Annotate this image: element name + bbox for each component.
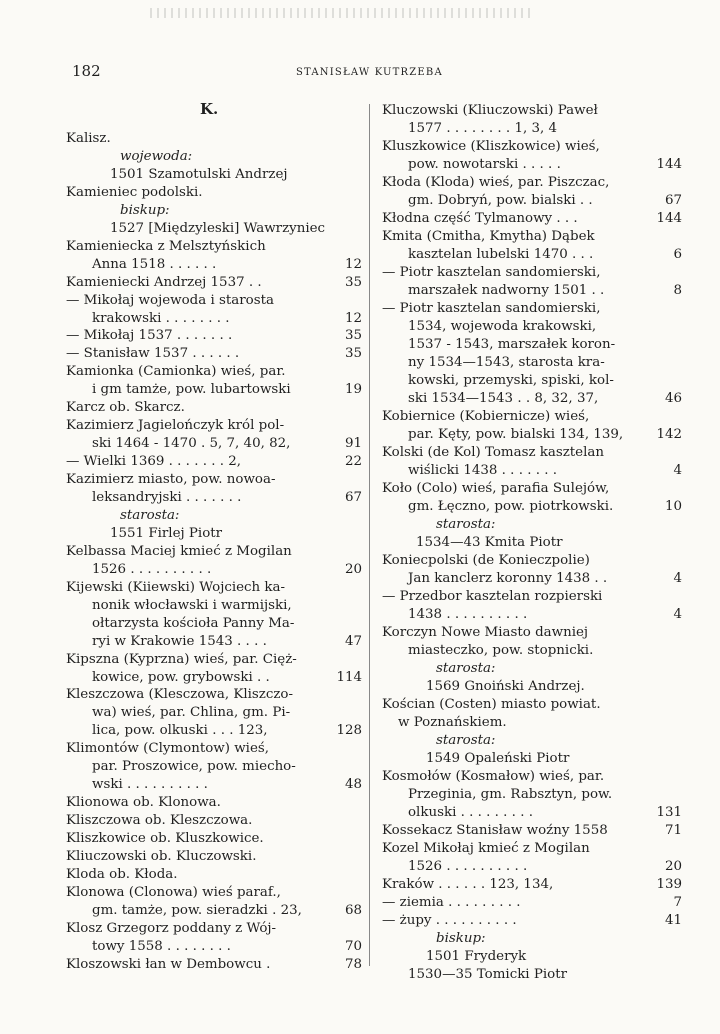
entry-text: Kluczowski (Kliuczowski) Paweł [382, 103, 598, 118]
entry-text: 1537 - 1543, marszałek koron- [408, 337, 616, 352]
entry-text: Kłodna część Tylmanowy . . . [382, 211, 578, 226]
entry-text: Kliuczowski ob. Kluczowski. [66, 849, 257, 864]
entry-page-number: 67 [344, 490, 362, 505]
entry-text: ski 1464 - 1470 . 5, 7, 40, 82, [92, 436, 291, 452]
entry-text: — Piotr kasztelan sandomierski, [382, 265, 601, 280]
entry-text: Kelbassa Maciej kmieć z Mogilan [66, 543, 292, 559]
entry-text: Kalisz. [66, 131, 111, 146]
entry-text: — Mikołaj 1537 . . . . . . . [66, 328, 233, 344]
entry-text: Kosmołów (Kosmałow) wieś, par. [382, 769, 605, 784]
entry-page-number: 4 [673, 463, 682, 478]
entry-text: 1501 Fryderyk [426, 949, 527, 964]
entry-text: kowski, przemyski, spiski, kol- [408, 373, 614, 388]
entry-text: ołtarzysta kościoła Panny Ma- [92, 615, 295, 631]
entry-text: Klosz Grzegorz poddany z Wój- [66, 920, 277, 936]
entry-text: 1526 . . . . . . . . . . [92, 561, 212, 577]
entry-page-number: 10 [664, 499, 682, 514]
entry-text: Kliszkowice ob. Kluszkowice. [66, 831, 264, 847]
entry-page-number: 70 [344, 938, 362, 954]
entry-page-number: 19 [344, 382, 362, 398]
entry-text: Klionowa ob. Klonowa. [66, 795, 221, 811]
entry-text: gm. tamże, pow. sieradzki . 23, [92, 902, 302, 918]
entry-text: krakowski . . . . . . . . [92, 310, 230, 326]
entry-text: Kliszczowa ob. Kleszczowa. [66, 813, 253, 829]
entry-text: starosta: [436, 661, 496, 676]
entry-text: Kobiernice (Kobiernicze) wieś, [382, 409, 590, 424]
entry-text: towy 1558 . . . . . . . . [92, 938, 231, 954]
entry-text: Koniecpolski (de Konieczpolie) [382, 553, 590, 568]
section-letter: K. [200, 100, 219, 118]
entry-text: nonik włocławski i warmijski, [92, 597, 292, 613]
entry-page-number: 68 [344, 902, 362, 918]
entry-text: pow. nowotarski . . . . . [408, 157, 561, 172]
entry-page-number: 35 [344, 274, 362, 290]
entry-text: 1534—43 Kmita Piotr [416, 535, 563, 550]
entry-text: — Wielki 1369 . . . . . . . 2, [66, 454, 242, 470]
entry-page-number: 6 [673, 247, 682, 262]
entry-text: 1549 Opaleński Piotr [426, 751, 570, 766]
entry-text: Klimontów (Clymontow) wieś, [66, 741, 269, 757]
entry-text: wa) wieś, par. Chlina, gm. Pi- [92, 705, 291, 721]
entry-page-number: 12 [344, 256, 362, 272]
entry-page-number: 142 [656, 427, 682, 442]
entry-page-number: 8 [673, 283, 682, 298]
entry-text: Korczyn Nowe Miasto dawniej [382, 625, 589, 640]
entry-text: — Mikołaj wojewoda i starosta [66, 292, 274, 308]
entry-text: Kozel Mikołaj kmieć z Mogilan [382, 841, 590, 856]
entry-page-number: 41 [664, 913, 682, 928]
entry-text: — żupy . . . . . . . . . . [382, 913, 517, 928]
entry-page-number: 20 [344, 561, 362, 577]
entry-text: ski 1534—1543 . . 8, 32, 37, [408, 391, 599, 406]
entry-text: 1438 . . . . . . . . . . [408, 607, 528, 622]
entry-text: 1530—35 Tomicki Piotr [408, 967, 567, 982]
entry-text: 1569 Gnoiński Andrzej. [426, 679, 585, 694]
entry-text: Kloda ob. Kłoda. [66, 866, 178, 882]
entry-page-number: 67 [664, 193, 682, 208]
entry-text: wski . . . . . . . . . . [92, 777, 208, 793]
entry-text: starosta: [120, 507, 180, 523]
entry-text: i gm tamże, pow. lubartowski [92, 382, 291, 398]
entry-text: kasztelan lubelski 1470 . . . [408, 247, 594, 262]
entry-page-number: 144 [656, 211, 682, 226]
column-divider [369, 104, 370, 966]
entry-text: Kamionka (Camionka) wieś, par. [66, 364, 286, 380]
entry-text: Kamieniecka z Melsztyńskich [66, 238, 266, 254]
entry-text: 1551 Firlej Piotr [110, 525, 223, 541]
entry-page-number: 47 [344, 633, 362, 649]
entry-text: 1501 Szamotulski Andrzej [110, 166, 288, 182]
entry-page-number: 35 [344, 346, 362, 362]
entry-text: Kloszowski łan w Dembowcu . [66, 956, 271, 972]
entry-page-number: 128 [336, 723, 362, 739]
entry-page-number: 144 [656, 157, 682, 172]
entry-text: 1526 . . . . . . . . . . [408, 859, 528, 874]
entry-text: Kossekacz Stanisław woźny 1558 [382, 823, 608, 838]
entry-page-number: 78 [344, 956, 362, 972]
entry-text: Kolski (de Kol) Tomasz kasztelan [382, 445, 604, 460]
entry-text: Kluszkowice (Kliszkowice) wieś, [382, 139, 600, 154]
entry-text: starosta: [436, 733, 496, 748]
entry-text: Kamieniec podolski. [66, 184, 203, 200]
page-number: 182 [72, 62, 101, 80]
entry-page-number: 4 [673, 571, 682, 586]
entry-text: Kmita (Cmitha, Kmytha) Dąbek [382, 229, 595, 244]
entry-text: Kraków . . . . . . 123, 134, [382, 877, 554, 892]
entry-page-number: 114 [336, 669, 362, 685]
running-head: STANISŁAW KUTRZEBA [296, 67, 443, 78]
entry-text: Przeginia, gm. Rabsztyn, pow. [408, 787, 613, 802]
entry-text: — Piotr kasztelan sandomierski, [382, 301, 601, 316]
entry-text: Karcz ob. Skarcz. [66, 400, 185, 416]
entry-text: — Stanisław 1537 . . . . . . [66, 346, 240, 362]
entry-text: miasteczko, pow. stopnicki. [408, 643, 594, 658]
entry-text: Kamieniecki Andrzej 1537 . . [66, 274, 262, 290]
entry-text: ryi w Krakowie 1543 . . . . [92, 633, 267, 649]
entry-page-number: 20 [664, 859, 682, 874]
entry-text: — Przedbor kasztelan rozpierski [382, 589, 603, 604]
entry-text: leksandryjski . . . . . . . [92, 490, 242, 505]
entry-text: biskup: [436, 931, 486, 946]
entry-text: Kłoda (Kloda) wieś, par. Piszczac, [382, 175, 610, 190]
entry-page-number: 91 [344, 436, 362, 452]
entry-text: starosta: [436, 517, 496, 532]
entry-text: biskup: [120, 202, 170, 218]
entry-text: par. Kęty, pow. bialski 134, 139, [408, 427, 624, 442]
scan-artifact [150, 8, 530, 18]
entry-page-number: 71 [664, 823, 682, 838]
entry-text: wojewoda: [120, 148, 193, 164]
entry-text: 1577 . . . . . . . . 1, 3, 4 [408, 121, 558, 136]
entry-text: Kościan (Costen) miasto powiat. [382, 697, 601, 712]
entry-text: kowice, pow. grybowski . . [92, 669, 270, 685]
entry-page-number: 139 [656, 877, 682, 892]
entry-text: gm. Łęczno, pow. piotrkowski. [408, 499, 614, 514]
entry-text: wiślicki 1438 . . . . . . . [408, 463, 558, 478]
entry-text: Kleszczowa (Klesczowa, Kliszczo- [66, 687, 293, 703]
entry-page-number: 12 [344, 310, 362, 326]
entry-text: gm. Dobryń, pow. bialski . . [408, 193, 593, 208]
entry-text: marszałek nadworny 1501 . . [408, 283, 605, 298]
entry-page-number: 4 [673, 607, 682, 622]
entry-page-number: 46 [664, 391, 682, 406]
entry-text: — ziemia . . . . . . . . . [382, 895, 521, 910]
entry-text: Klonowa (Clonowa) wieś paraf., [66, 884, 281, 900]
entry-text: Kazimierz Jagielończyk król pol- [66, 418, 285, 434]
entry-text: Anna 1518 . . . . . . [92, 256, 217, 272]
entry-text: 1527 [Międzyleski] Wawrzyniec [110, 220, 326, 236]
entry-text: lica, pow. olkuski . . . 123, [92, 723, 268, 739]
entry-text: Kipszna (Kyprzna) wieś, par. Cięż- [66, 651, 297, 667]
entry-text: Kijewski (Kiiewski) Wojciech ka- [66, 579, 286, 595]
entry-text: ny 1534—1543, starosta kra- [408, 355, 605, 370]
entry-text: olkuski . . . . . . . . . [408, 805, 533, 820]
entry-page-number: 131 [656, 805, 682, 820]
entry-page-number: 48 [344, 777, 362, 793]
entry-page-number: 35 [344, 328, 362, 344]
entry-text: Koło (Colo) wieś, parafia Sulejów, [382, 481, 610, 496]
entry-text: 1534, wojewoda krakowski, [408, 319, 597, 334]
entry-text: w Poznańskiem. [398, 715, 507, 730]
entry-text: Jan kanclerz koronny 1438 . . [408, 571, 608, 586]
entry-page-number: 7 [673, 895, 682, 910]
entry-text: par. Proszowice, pow. miecho- [92, 759, 296, 775]
entry-page-number: 22 [344, 454, 362, 470]
entry-text: Kazimierz miasto, pow. nowoa- [66, 472, 276, 488]
